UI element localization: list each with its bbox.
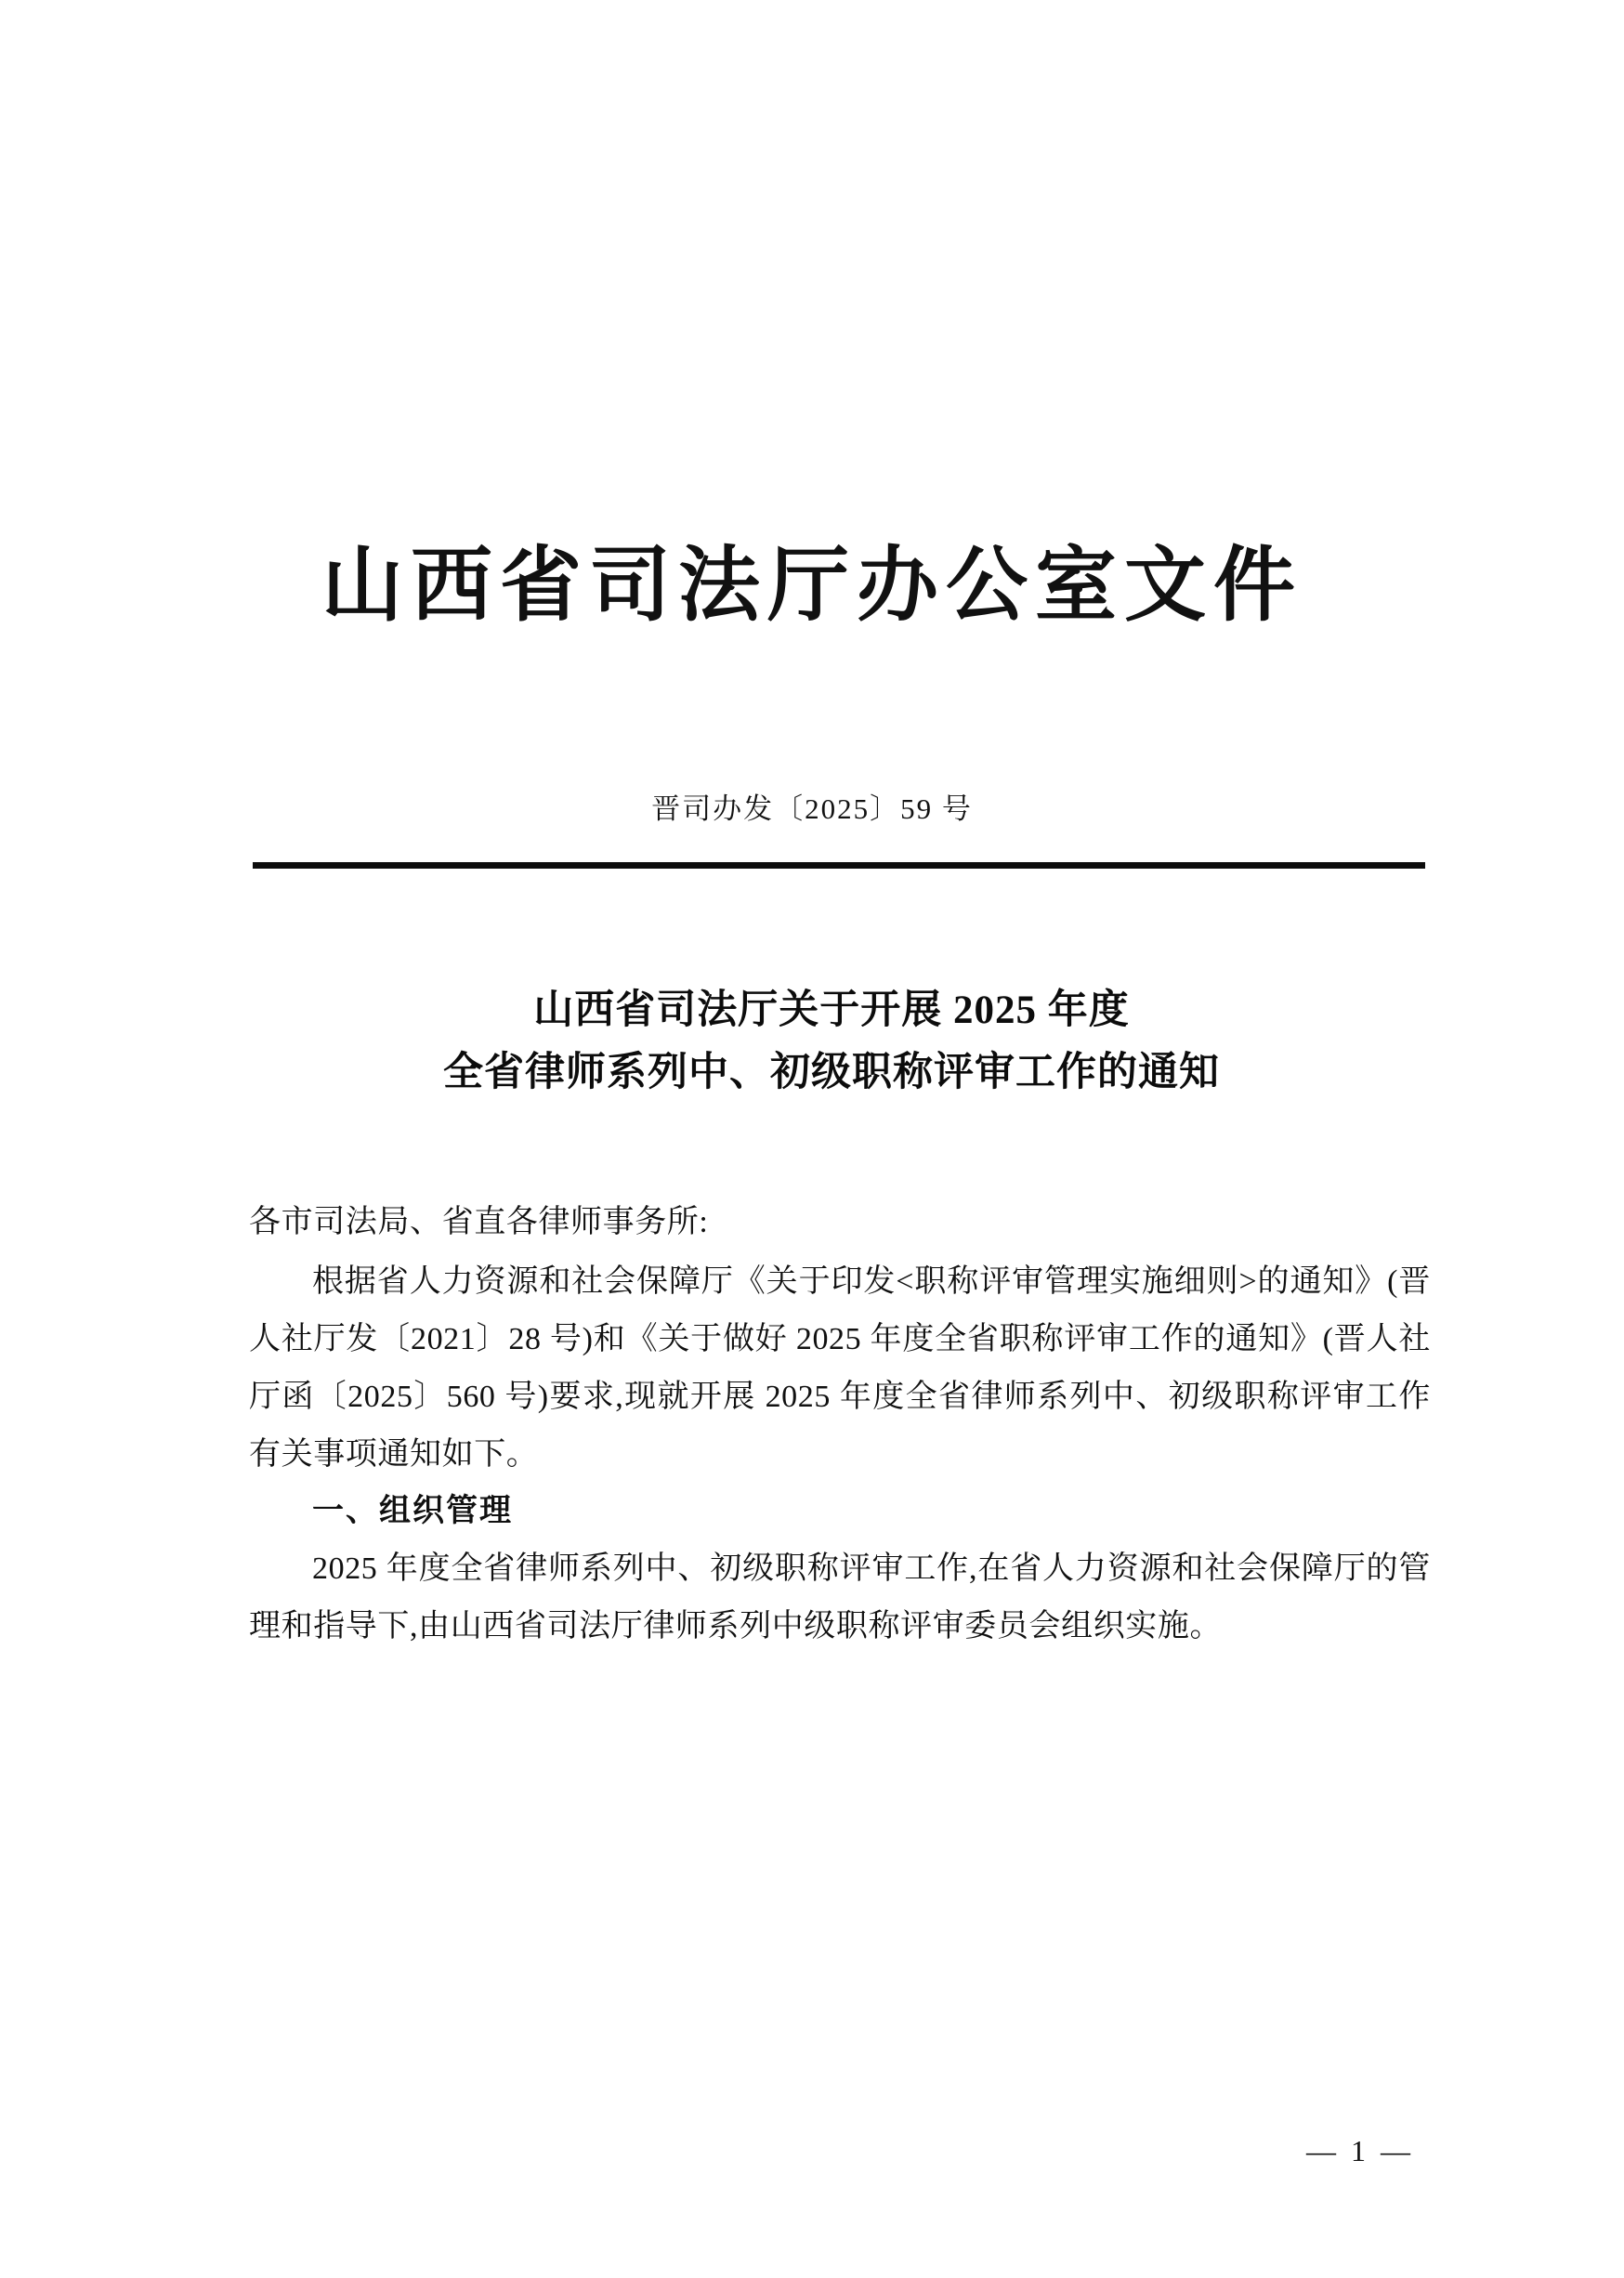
page-number: — 1 — xyxy=(1306,2134,1414,2167)
document-title-line-2: 全省律师系列中、初级职称评审工作的通知 xyxy=(443,1050,1220,1094)
document-title xyxy=(228,980,1435,1104)
section-1-paragraph: 2025 年度全省律师系列中、初级职称评审工作,在省人力资源和社会保障厅的管理和指导下,由山西省司法厅律师系列中级职称评审委员会组织实施。 xyxy=(249,1551,1431,1644)
section-heading-1: 一、组织管理 xyxy=(312,1494,513,1529)
body-paragraph-1: 根据省人力资源和社会保障厅《关于印发<职称评审管理实施细则>的通知》(晋人社厅发〔2021〕28 号)和《关于做好 2025 年度全省职称评审工作的通知》(晋人社厅函〔2025〕560 号)要求,现就开展 2025 年度全省律师系列中、初级职称评审工作有关事项通知如下。 xyxy=(249,1263,1431,1472)
salutation: 各市司法局、省直各律师事务所: xyxy=(249,1205,709,1239)
document-body xyxy=(249,1194,1431,1656)
header-divider xyxy=(253,862,1425,869)
document-title-line-1: 山西省司法厅关于开展 2025 年度 xyxy=(533,988,1130,1032)
document-number: 晋司办发〔2025〕59 号 xyxy=(651,792,973,825)
document-masthead: 山西省司法厅办公室文件 xyxy=(321,542,1303,632)
